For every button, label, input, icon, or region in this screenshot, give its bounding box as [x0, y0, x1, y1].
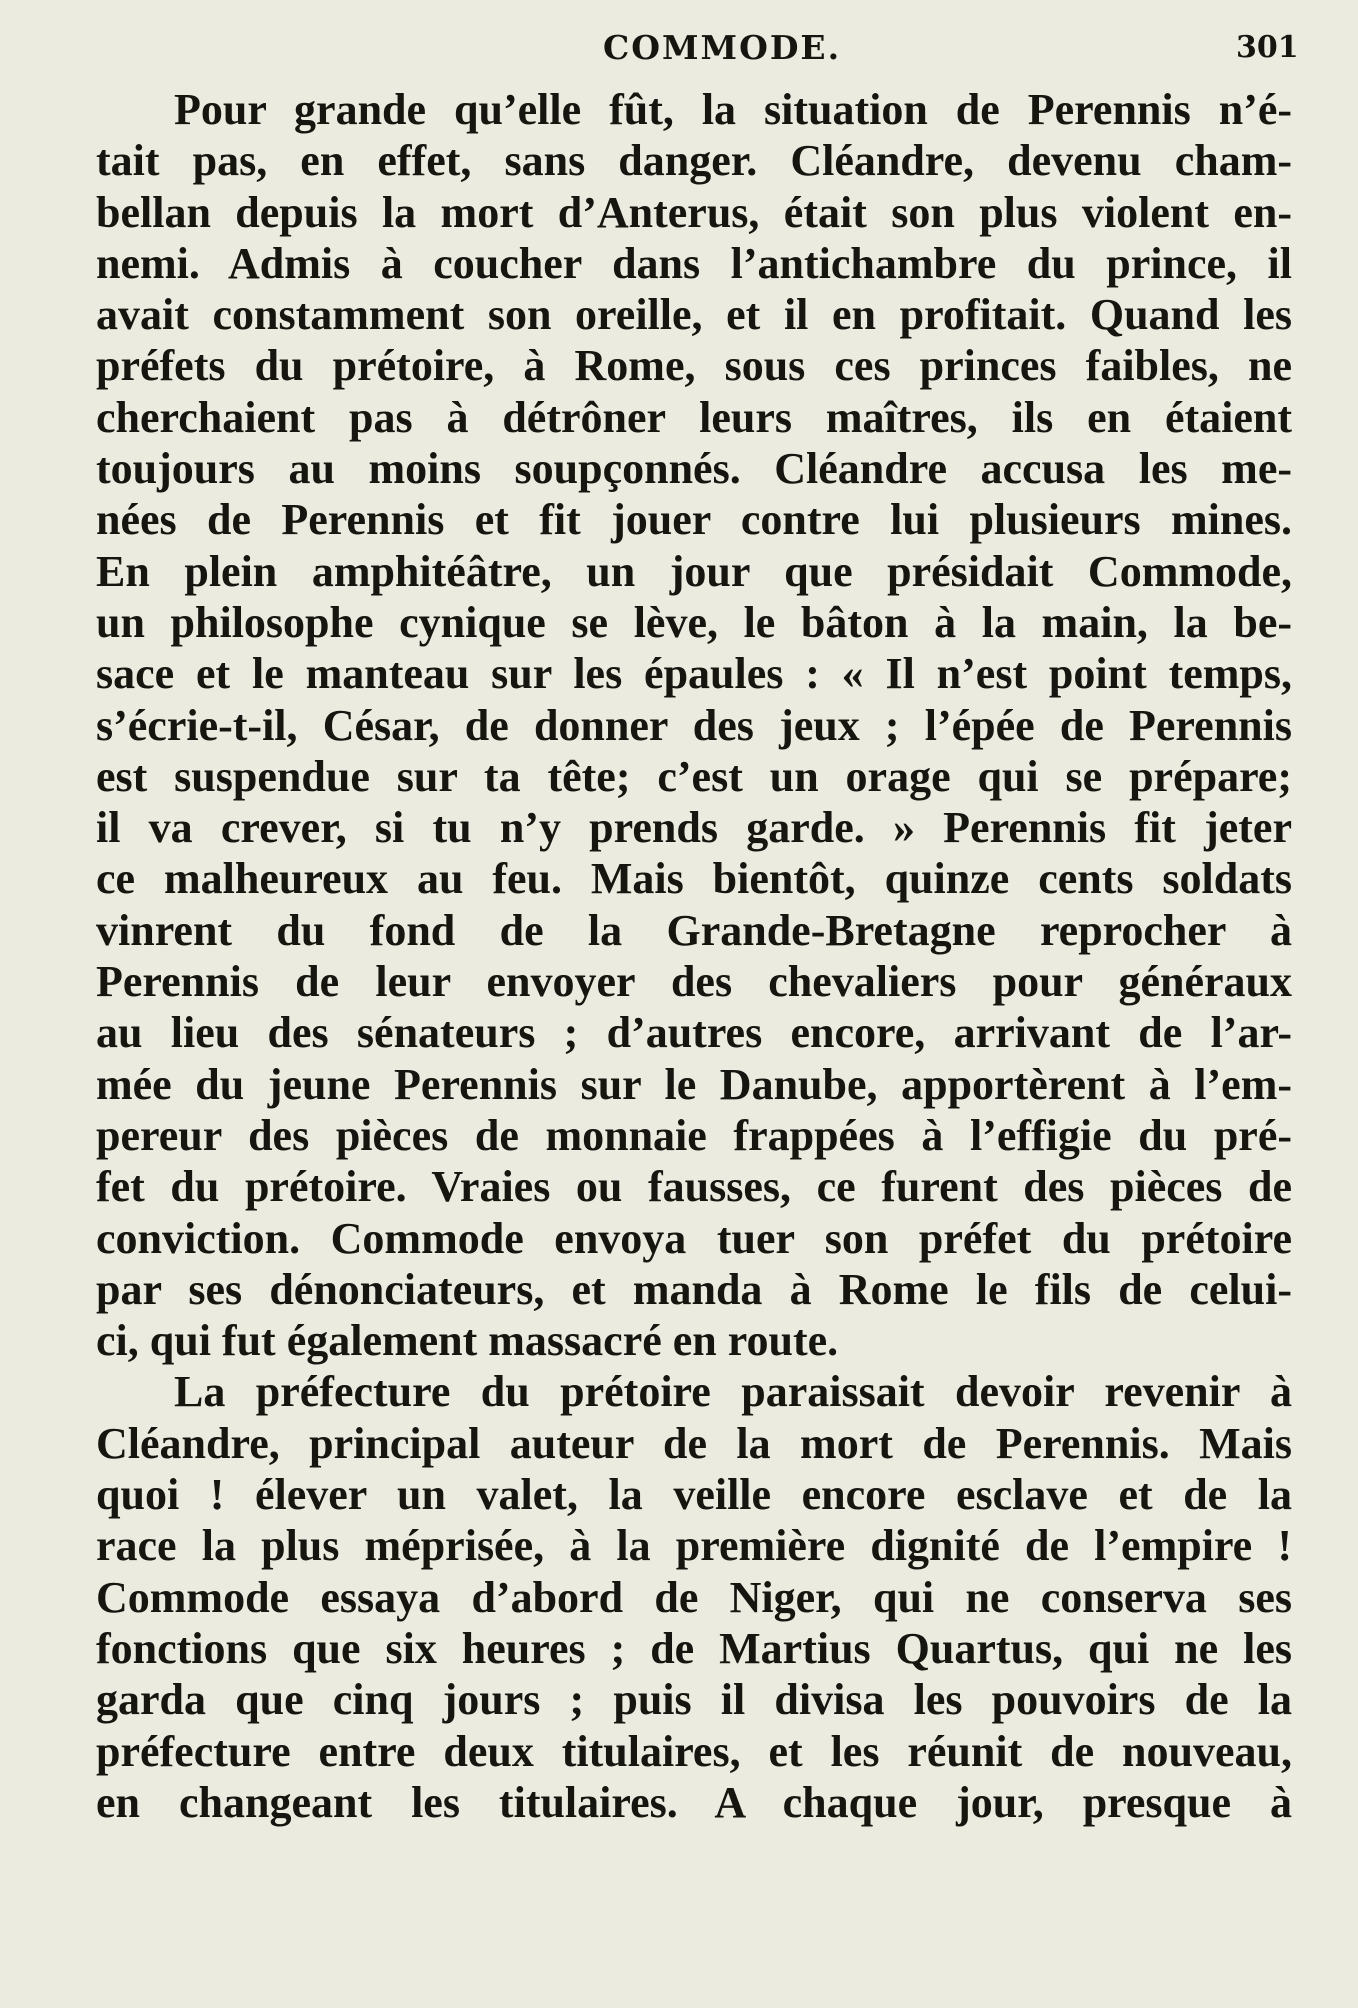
- text-line: nemi. Admis à coucher dans l’antichambre du prince, il: [96, 238, 1292, 288]
- text-line: La préfecture du prétoire paraissait devoir revenir à: [174, 1367, 1292, 1417]
- text-line: est suspendue sur ta tête; c’est un orage qui se prépare;: [96, 751, 1292, 801]
- text-line: conviction. Commode envoya tuer son préfet du prétoire: [96, 1213, 1292, 1263]
- text-line: nées de Perennis et fit jouer contre lui plusieurs mines.: [96, 495, 1292, 545]
- page-number: 301: [1236, 30, 1299, 65]
- text-line: fet du prétoire. Vraies ou fausses, ce furent des pièces de: [96, 1162, 1292, 1212]
- text-line: tait pas, en effet, sans danger. Cléandre, devenu cham-: [96, 136, 1292, 186]
- text-line: pereur des pièces de monnaie frappées à l’effigie du pré-: [96, 1110, 1292, 1160]
- text-line: toujours au moins soupçonnés. Cléandre accusa les me-: [96, 444, 1292, 494]
- body-text: [96, 84, 1292, 1828]
- text-line: race la plus méprisée, à la première dignité de l’empire !: [96, 1521, 1292, 1571]
- text-line: il va crever, si tu n’y prends garde. » Perennis fit jeter: [96, 803, 1292, 853]
- text-line: vinrent du fond de la Grande-Bretagne reprocher à: [96, 905, 1292, 955]
- text-line: mée du jeune Perennis sur le Danube, apportèrent à l’em-: [96, 1059, 1292, 1109]
- text-line: préfecture entre deux titulaires, et les réunit de nouveau,: [96, 1726, 1292, 1776]
- text-line: un philosophe cynique se lève, le bâton à la main, la be-: [96, 597, 1292, 647]
- text-line: Cléandre, principal auteur de la mort de Perennis. Mais: [96, 1418, 1292, 1468]
- text-line: s’écrie-t-il, César, de donner des jeux ; l’épée de Perennis: [96, 700, 1292, 750]
- text-line: en changeant les titulaires. A chaque jour, presque à: [96, 1777, 1292, 1827]
- text-line: garda que cinq jours ; puis il divisa les pouvoirs de la: [96, 1675, 1292, 1725]
- paragraph-1: [96, 84, 1292, 1366]
- text-line: fonctions que six heures ; de Martius Quartus, qui ne les: [96, 1623, 1292, 1673]
- text-line: Perennis de leur envoyer des chevaliers pour généraux: [96, 957, 1292, 1007]
- text-line: préfets du prétoire, à Rome, sous ces princes faibles, ne: [96, 341, 1292, 391]
- running-title: COMMODE.: [603, 28, 842, 67]
- text-line: cherchaient pas à détrôner leurs maîtres, ils en étaient: [96, 392, 1292, 442]
- text-line: avait constamment son oreille, et il en profitait. Quand les: [96, 290, 1292, 340]
- text-line: sace et le manteau sur les épaules : « Il n’est point temps,: [96, 649, 1292, 699]
- text-line: au lieu des sénateurs ; d’autres encore, arrivant de l’ar-: [96, 1008, 1292, 1058]
- page-header: [0, 28, 1358, 72]
- text-line: En plein amphitéâtre, un jour que présidait Commode,: [96, 546, 1292, 596]
- text-line: bellan depuis la mort d’Anterus, était son plus violent en-: [96, 187, 1292, 237]
- text-line: par ses dénonciateurs, et manda à Rome le fils de celui-: [96, 1264, 1292, 1314]
- text-line: Pour grande qu’elle fût, la situation de Perennis n’é-: [174, 85, 1292, 134]
- text-line: Commode essaya d’abord de Niger, qui ne conserva ses: [96, 1572, 1292, 1622]
- paragraph-2: [96, 1366, 1292, 1828]
- text-line: quoi ! élever un valet, la veille encore esclave et de la: [96, 1470, 1292, 1520]
- text-line: ci, qui fut également massacré en route.: [96, 1316, 839, 1366]
- text-line: ce malheureux au feu. Mais bientôt, quinze cents soldats: [96, 854, 1292, 904]
